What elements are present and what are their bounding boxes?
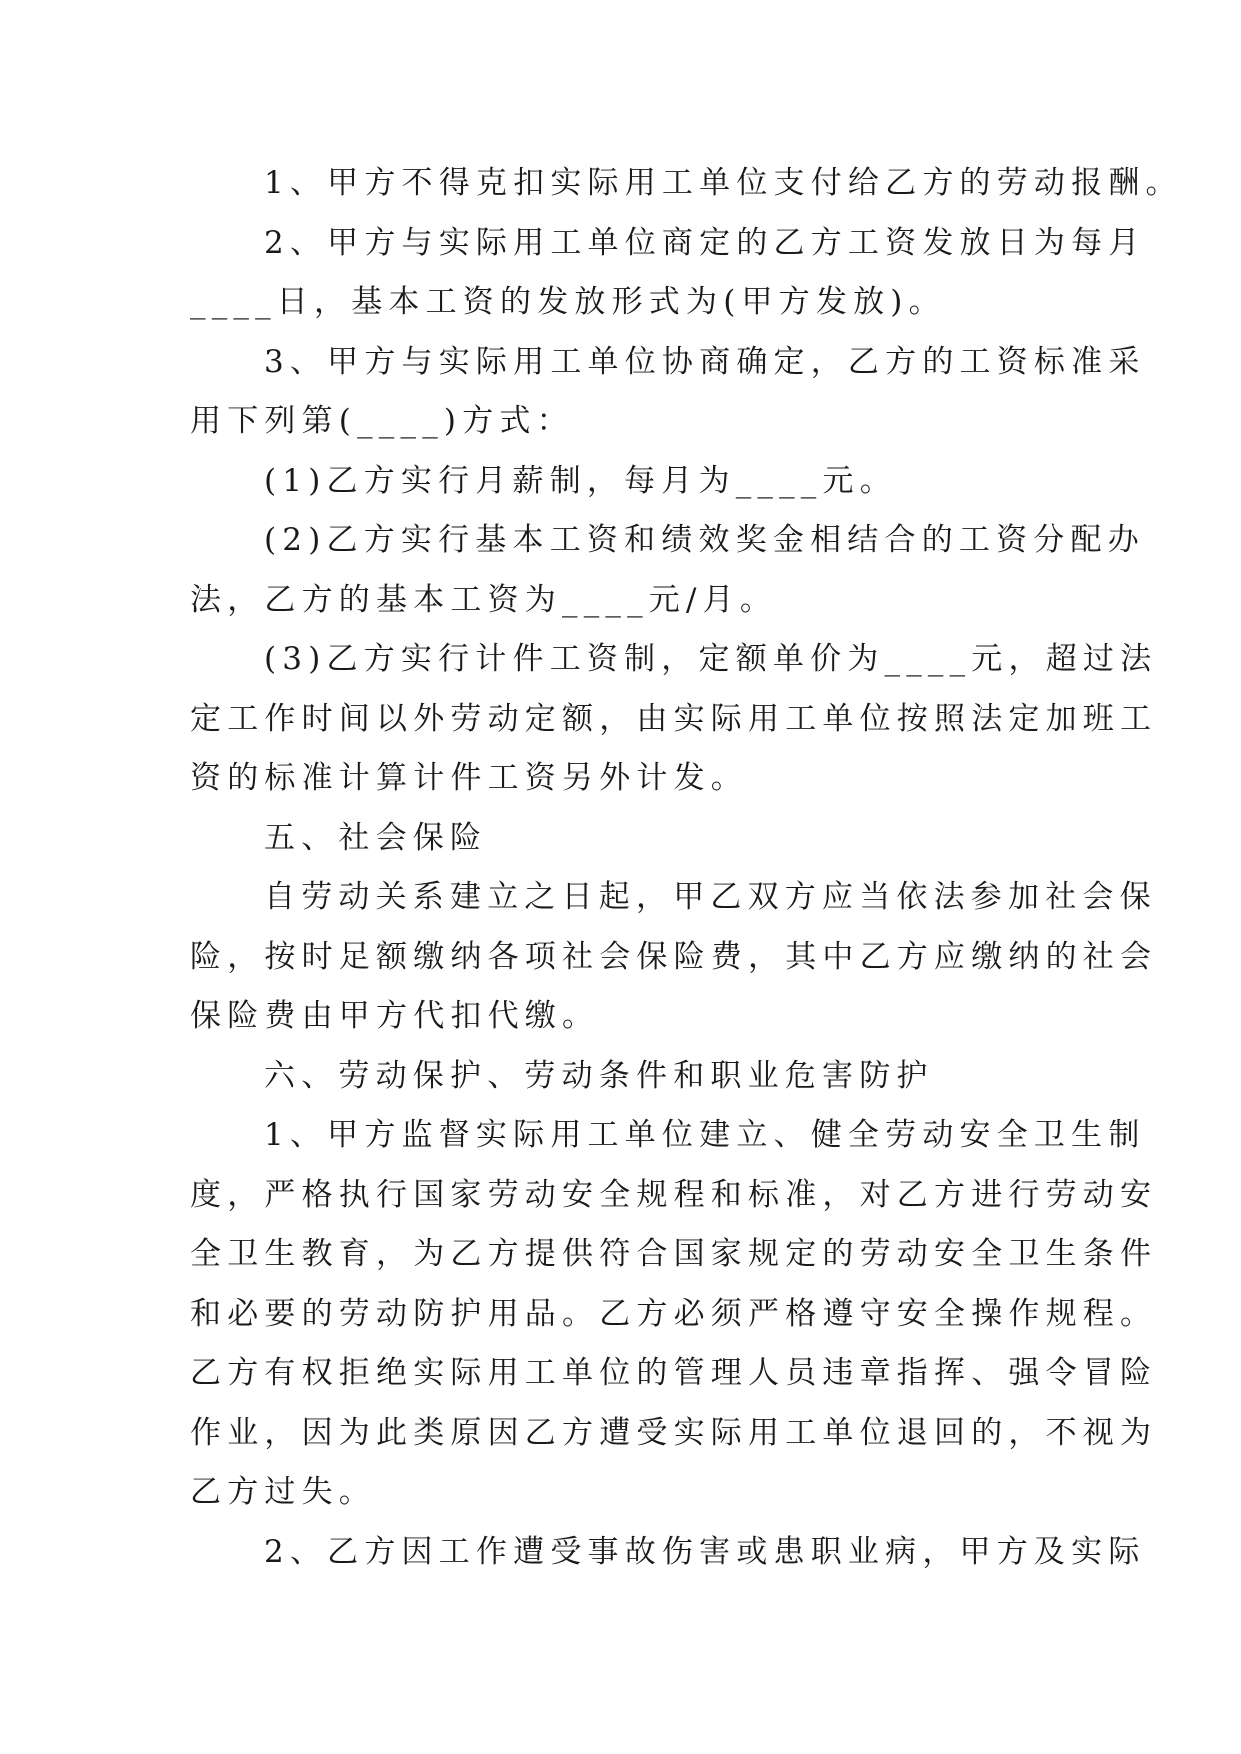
text-line: 法，乙方的基本工资为____元/月。	[190, 581, 778, 618]
text-line: 1、甲方不得克扣实际用工单位支付给乙方的劳动报酬。	[264, 165, 1183, 201]
text-line: (2)乙方实行基本工资和绩效奖金相结合的工资分配办	[264, 522, 1145, 558]
text-line: 用下列第(____)方式：	[190, 403, 574, 439]
text-line: 2、甲方与实际用工单位商定的乙方工资发放日为每月	[264, 224, 1146, 261]
text-line: 2、乙方因工作遭受事故伤害或患职业病，甲方及实际	[264, 1533, 1146, 1570]
text-line: 乙方有权拒绝实际用工单位的管理人员违章指挥、强令冒险	[190, 1355, 1158, 1391]
text-line: 定工作时间以外劳动定额，由实际用工单位按照法定加班工	[190, 700, 1158, 737]
text-line: 1、甲方监督实际用工单位建立、健全劳动安全卫生制	[264, 1117, 1146, 1153]
text-line: 3、甲方与实际用工单位协商确定，乙方的工资标准采	[264, 343, 1146, 380]
text-line: 五、社会保险	[264, 819, 488, 856]
text-line: (3)乙方实行计件工资制，定额单价为____元，超过法	[264, 641, 1158, 677]
text-line: 度，严格执行国家劳动安全规程和标准，对乙方进行劳动安	[190, 1176, 1158, 1213]
text-line: 自劳动关系建立之日起，甲乙双方应当依法参加社会保	[264, 879, 1157, 915]
text-line: 保险费由甲方代扣代缴。	[190, 998, 600, 1034]
text-line: 作业，因为此类原因乙方遭受实际用工单位退回的，不视为	[190, 1414, 1158, 1451]
text-line: 六、劳动保护、劳动条件和职业危害防护	[264, 1057, 934, 1094]
text-line: 乙方过失。	[190, 1474, 376, 1510]
text-line: 全卫生教育，为乙方提供符合国家规定的劳动安全卫生条件	[190, 1236, 1158, 1272]
text-line: 资的标准计算计件工资另外计发。	[190, 760, 748, 796]
text-line: 和必要的劳动防护用品。乙方必须严格遵守安全操作规程。	[190, 1295, 1158, 1332]
text-line: (1)乙方实行月薪制，每月为____元。	[264, 462, 897, 499]
document-body	[190, 154, 1183, 1582]
text-line: ____日，基本工资的发放形式为(甲方发放)。	[190, 284, 946, 320]
text-line: 险，按时足额缴纳各项社会保险费，其中乙方应缴纳的社会	[190, 938, 1158, 975]
